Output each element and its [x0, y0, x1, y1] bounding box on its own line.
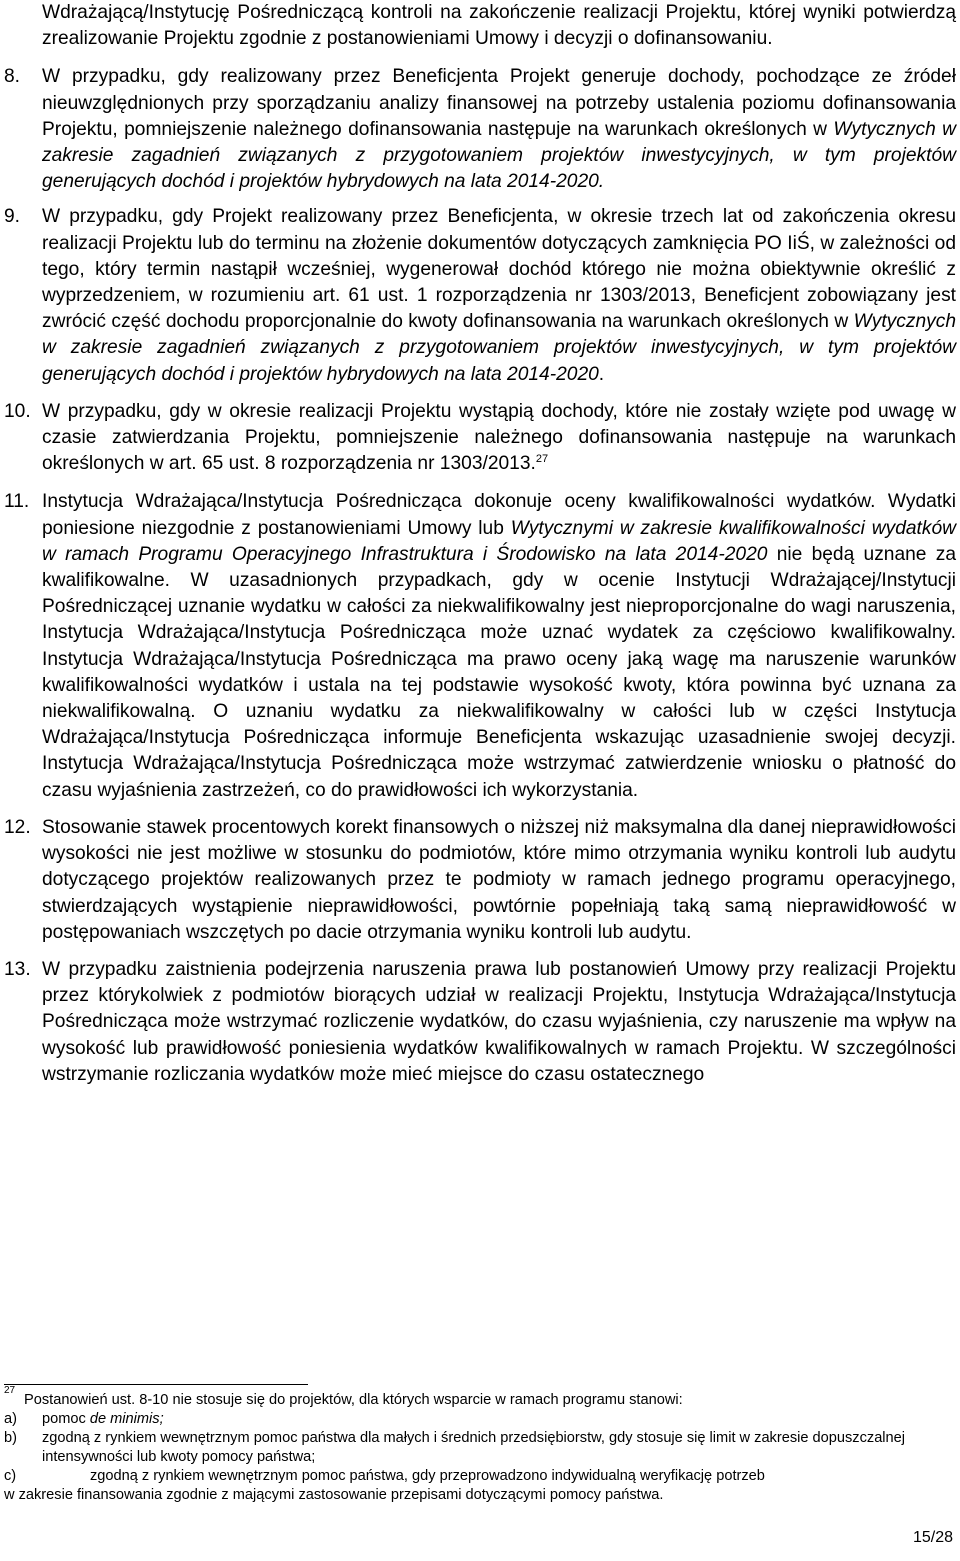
item-text: W przypadku, gdy Projekt realizowany przez Beneficjenta, w okresie trzech lat od zakończenia okresu realizacji Projektu lub do terminu na złożenie dokumentów dotyczących zamknięcia PO IiŚ, w zależności od tego, który termin nastąpił wcześniej, wygenerował dochód którego nie można obiektywnie określić z wyprzedzeniem, w rozumieniu art. 61 ust. 1 rozporządzenia nr 1303/2013, Beneficjent zobowiązany jest zwrócić część dochodu proporcjonalnie do kwoty dofinansowania na warunkach określonych w: [42, 206, 956, 333]
footnotes: [4, 1385, 956, 1505]
item-text: W przypadku, gdy realizowany przez Beneficjenta Projekt generuje dochody, pochodzące ze źródeł nieuwzględnionych przy sporządzaniu analizy finansowej na potrzeby ustalenia poziomu dofinansowania Projektu, pomniejszenie należnego dofinansowania następuje na warunkach określonych w: [42, 66, 956, 140]
item-number: 11.: [4, 491, 30, 513]
item-text-tail: .: [598, 363, 605, 385]
item-number: 9.: [4, 206, 21, 228]
footnote-reference[interactable]: 27: [535, 453, 549, 466]
item-italic-text: Wytycznych w zakresie zagadnień związanych z przygotowaniem projektów inwestycyjnych, w tym projektów generujących dochód i projektów hybrydowych na lata 2014-2020.: [42, 118, 957, 193]
footnote-intro: 27 Postanowień ust. 8-10 nie stosuje się do projektów, dla których wsparcie w ramach programu stanowi:: [4, 1385, 683, 1408]
footnote-item-b: [4, 1429, 956, 1467]
item-text-tail: nie będą uznane za kwalifikowalne. W uzasadnionych przypadkach, gdy w ocenie Instytucji Wdrażającej/Instytucji Pośredniczącej uznanie wydatku w całości za niekwalifikowalny jest nieproporcjonalne do wagi naruszenia, Instytucja Wdrażająca/Instytucja Pośrednicząca może uznać wydatek za częściowo kwalifikowalny. Instytucja Wdrażająca/Instytucja Pośrednicząca ma prawo oceny jaką wagę ma naruszenie warunków kwalifikowalności wydatków i ustala na tej podstawie wysokość kwoty, która powinna być uznana za niekwalifikowalną. O uznaniu wydatku za niekwalifikowalny w całości lub w części Instytucja Wdrażająca/Instytucja Pośrednicząca informuje Beneficjenta wskazując uzasadnienie swojej decyzji. Instytucja Wdrażająca/Instytucja Pośrednicząca może wstrzymać zatwierdzenie wniosku o płatność do czasu wyjaśnienia zastrzeżeń, co do prawidłowości ich wykorzystania.: [42, 543, 956, 801]
footnote-item-label: a): [4, 1411, 17, 1427]
list-item: [0, 815, 960, 946]
footnote-intro-text: Postanowień ust. 8-10 nie stosuje się do projektów, dla których wsparcie w ramach programu stanowi:: [24, 1392, 683, 1408]
list-item: [0, 489, 960, 803]
item-number: 8.: [4, 66, 21, 88]
footnote-item-text: zgodną z rynkiem wewnętrznym pomoc państwa dla małych i średnich przedsiębiorstw, gdy stosuje się limit w zakresie dopuszczalnej intensywności lub kwoty pomocy państwa;: [42, 1430, 906, 1465]
footnote-item-label: c): [4, 1468, 17, 1484]
item-text: W przypadku zaistnienia podejrzenia naruszenia prawa lub postanowień Umowy przy realizacji Projektu przez którykolwiek z podmiotów biorących udział w realizacji Projektu, Instytucja Wdrażająca/Instytucja Pośrednicząca może wstrzymać rozliczenie wydatków, do czasu wyjaśnienia, czy naruszenie ma wpływ na wysokość lub prawidłowość poniesienia wydatków kwalifikowalnych w ramach Projektu. W szczególności wstrzymanie rozliczania wydatków może mieć miejsce do czasu ostatecznego: [42, 958, 956, 1085]
list-item: [0, 204, 960, 387]
list-item: [0, 957, 960, 1088]
footnote-item-text: pomoc: [42, 1411, 90, 1427]
item-text: Instytucja Wdrażająca/Instytucja Pośrednicząca dokonuje oceny kwalifikowalności wydatków. Wydatki poniesione niezgodnie z postanowieniami Umowy lub: [42, 491, 956, 539]
page-number: 15/28: [912, 1529, 953, 1546]
item-number: 10.: [4, 400, 31, 422]
item-number: 12.: [4, 816, 31, 838]
footnote-item-italic: de minimis;: [89, 1411, 164, 1427]
item-text: W przypadku, gdy w okresie realizacji Projektu wystąpią dochody, które nie zostały wzięte pod uwagę w czasie zatwierdzania Projektu, pomniejszenie należnego dofinansowania następuje na warunkach określonych w art. 65 ust. 8 rozporządzenia nr 1303/2013.: [42, 400, 956, 475]
footnote-item-label: b): [4, 1430, 17, 1446]
footnote-item-a: [4, 1410, 956, 1429]
item-number: 13.: [4, 958, 31, 980]
item-italic-text: Wytycznych w zakresie zagadnień związanych z przygotowaniem projektów inwestycyjnych, w tym projektów generujących dochód i projektów hybrydowych na lata 2014-2020: [42, 311, 956, 385]
footnote-item-c: [4, 1467, 956, 1505]
list-item: [0, 399, 960, 478]
footnote-separator: [4, 1384, 308, 1385]
item-text: Stosowanie stawek procentowych korekt finansowych o niższej niż maksymalna dla danej nieprawidłowości wysokości nie jest możliwe w stosunku do podmiotów, które mimo otrzymania wyniku kontroli lub audytu dotyczącego projektów realizowanych przez te podmioty w ramach jednego programu operacyjnego, stwierdzających wystąpienie nieprawidłowości, powtórnie popełniają taką samą nieprawidłowość w postępowaniach wszczętych po dacie otrzymania wyniku kontroli lub audytu.: [42, 816, 956, 943]
list-item: [0, 64, 960, 195]
continuation-paragraph: Wdrażającą/Instytucję Pośredniczącą kontroli na zakończenie realizacji Projektu, której wyniki potwierdzą zrealizowanie Projektu zgodnie z postanowieniami Umowy i decyzji o dofinansowaniu.: [42, 2, 956, 50]
item-italic-text: Wytycznymi w zakresie kwalifikowalności wydatków w ramach Programu Operacyjnego Infrastruktura i Środowisko na lata 2014-2020: [42, 517, 956, 565]
footnote-item-tail: w zakresie finansowania zgodnie z mającymi zastosowanie przepisami dotyczącymi pomocy państwa.: [4, 1487, 664, 1503]
footnote-item-text: zgodną z rynkiem wewnętrznym pomoc państwa, gdy przeprowadzono indywidualną weryfikację potrzeb: [90, 1468, 765, 1484]
